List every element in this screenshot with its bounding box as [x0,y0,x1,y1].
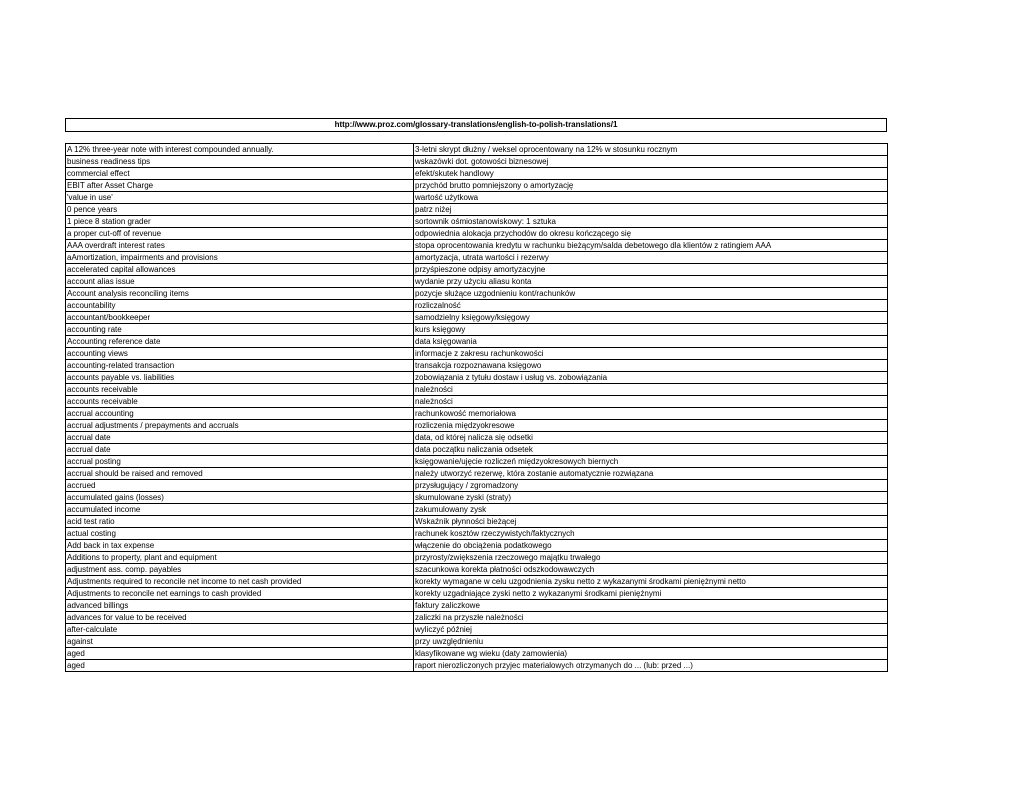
polish-translation-cell[interactable]: odpowiednia alokacja przychodów do okresu kończącego się [414,228,888,240]
english-term-cell[interactable]: commercial effect [66,168,414,180]
english-term-cell[interactable]: aged [66,648,414,660]
english-term-cell[interactable]: accrual accounting [66,408,414,420]
table-row [66,204,888,216]
table-row [66,396,888,408]
english-term-cell[interactable]: accrual date [66,444,414,456]
english-term-cell[interactable]: Adjustments required to reconcile net income to net cash provided [66,576,414,588]
english-term-cell[interactable]: aAmortization, impairments and provisions [66,252,414,264]
polish-translation-cell[interactable]: 3-letni skrypt dłużny / weksel oprocentowany na 12% w stosunku rocznym [414,144,888,156]
english-term-cell[interactable]: accounts receivable [66,384,414,396]
polish-translation-cell[interactable]: sortownik ośmiostanowiskowy: 1 sztuka [414,216,888,228]
table-row [66,252,888,264]
table-row [66,276,888,288]
english-term-cell[interactable]: accumulated income [66,504,414,516]
table-row [66,540,888,552]
english-term-cell[interactable]: accounting rate [66,324,414,336]
english-term-cell[interactable]: accrual posting [66,456,414,468]
polish-translation-cell[interactable]: wyliczyć później [414,624,888,636]
polish-translation-cell[interactable]: klasyfikowane wg wieku (daty zamowienia) [414,648,888,660]
polish-translation-cell[interactable]: włączenie do obciążenia podatkowego [414,540,888,552]
polish-translation-cell[interactable]: należności [414,396,888,408]
english-term-cell[interactable]: against [66,636,414,648]
english-term-cell[interactable]: Accounting reference date [66,336,414,348]
polish-translation-cell[interactable]: przyrosty/zwiększenia rzeczowego majątku trwałego [414,552,888,564]
english-term-cell[interactable]: accounts payable vs. liabilities [66,372,414,384]
table-row [66,240,888,252]
polish-translation-cell[interactable]: informacje z zakresu rachunkowości [414,348,888,360]
polish-translation-cell[interactable]: rachunek kosztów rzeczywistych/faktycznych [414,528,888,540]
polish-translation-cell[interactable]: samodzielny księgowy/księgowy [414,312,888,324]
table-row [66,192,888,204]
table-row [66,492,888,504]
english-term-cell[interactable]: accountant/bookkeeper [66,312,414,324]
polish-translation-cell[interactable]: raport nierozliczonych przyjec materialowych otrzymanych do ... (lub: przed ...) [414,660,888,672]
source-url-header: http://www.proz.com/glossary-translations/english-to-polish-translations/1 [65,118,887,132]
table-row [66,660,888,672]
english-term-cell[interactable]: accelerated capital allowances [66,264,414,276]
polish-translation-cell[interactable]: rachunkowość memoriałowa [414,408,888,420]
english-term-cell[interactable]: 'value in use' [66,192,414,204]
table-row [66,528,888,540]
spreadsheet-page [65,118,887,672]
english-term-cell[interactable]: Adjustments to reconcile net earnings to cash provided [66,588,414,600]
english-term-cell[interactable]: business readiness tips [66,156,414,168]
table-row [66,456,888,468]
english-term-cell[interactable]: accrual should be raised and removed [66,468,414,480]
table-row [66,372,888,384]
table-row [66,444,888,456]
glossary-table [65,143,888,672]
table-row [66,576,888,588]
polish-translation-cell[interactable]: należności [414,384,888,396]
table-row [66,384,888,396]
polish-translation-cell[interactable]: Wskaźnik płynności bieżącej [414,516,888,528]
english-term-cell[interactable]: a proper cut-off of revenue [66,228,414,240]
english-term-cell[interactable]: A 12% three-year note with interest compounded annually. [66,144,414,156]
polish-translation-cell[interactable]: skumulowane zyski (straty) [414,492,888,504]
english-term-cell[interactable]: advanced billings [66,600,414,612]
table-row [66,324,888,336]
polish-translation-cell[interactable]: przychód brutto pomniejszony o amortyzację [414,180,888,192]
english-term-cell[interactable]: EBIT after Asset Charge [66,180,414,192]
table-row [66,636,888,648]
table-row [66,300,888,312]
english-term-cell[interactable]: accrual adjustments / prepayments and accruals [66,420,414,432]
english-term-cell[interactable]: accounting-related transaction [66,360,414,372]
english-term-cell[interactable]: aged [66,660,414,672]
table-row [66,408,888,420]
table-row [66,564,888,576]
english-term-cell[interactable]: Account analysis reconciling items [66,288,414,300]
polish-translation-cell[interactable]: szacunkowa korekta płatności odszkodowawczych [414,564,888,576]
polish-translation-cell[interactable]: data, od której nalicza się odsetki [414,432,888,444]
blank-row [65,132,887,143]
table-row [66,648,888,660]
polish-translation-cell[interactable]: zaliczki na przyszłe należności [414,612,888,624]
polish-translation-cell[interactable]: księgowanie/ujęcie rozliczeń międzyokresowych biernych [414,456,888,468]
polish-translation-cell[interactable]: korekty wymagane w celu uzgodnienia zysku netto z wykazanymi środkami pieniężnymi netto [414,576,888,588]
table-row [66,588,888,600]
polish-translation-cell[interactable]: wskazówki dot. gotowości biznesowej [414,156,888,168]
polish-translation-cell[interactable]: data początku naliczania odsetek [414,444,888,456]
english-term-cell[interactable]: AAA overdraft interest rates [66,240,414,252]
table-row [66,516,888,528]
table-row [66,504,888,516]
table-row [66,420,888,432]
table-row [66,264,888,276]
polish-translation-cell[interactable]: rozliczalność [414,300,888,312]
polish-translation-cell[interactable]: pozycje służące uzgodnieniu kont/rachunków [414,288,888,300]
english-term-cell[interactable]: accrual date [66,432,414,444]
table-row [66,216,888,228]
english-term-cell[interactable]: adjustment ass. comp. payables [66,564,414,576]
table-row [66,348,888,360]
english-term-cell[interactable]: Additions to property, plant and equipment [66,552,414,564]
polish-translation-cell[interactable]: patrz niżej [414,204,888,216]
table-row [66,144,888,156]
table-row [66,360,888,372]
table-row [66,480,888,492]
english-term-cell[interactable]: accrued [66,480,414,492]
english-term-cell[interactable]: actual costing [66,528,414,540]
polish-translation-cell[interactable]: korekty uzgadniające zyski netto z wykazanymi środkami pieniężnymi [414,588,888,600]
polish-translation-cell[interactable]: transakcja rozpoznawana księgowo [414,360,888,372]
table-row [66,336,888,348]
english-term-cell[interactable]: account alias issue [66,276,414,288]
english-term-cell[interactable]: accounting views [66,348,414,360]
english-term-cell[interactable]: accounts receivable [66,396,414,408]
table-row [66,624,888,636]
english-term-cell[interactable]: 1 piece 8 station grader [66,216,414,228]
english-term-cell[interactable]: accountability [66,300,414,312]
table-row [66,156,888,168]
table-row [66,288,888,300]
table-row [66,552,888,564]
polish-translation-cell[interactable]: zobowiązania z tytułu dostaw i usług vs. zobowiązania [414,372,888,384]
table-row [66,432,888,444]
polish-translation-cell[interactable]: stopa oprocentowania kredytu w rachunku bieżącym/salda debetowego dla klientów z ratingiem AAA [414,240,888,252]
table-row [66,468,888,480]
english-term-cell[interactable]: 0 pence years [66,204,414,216]
table-row [66,612,888,624]
english-term-cell[interactable]: advances for value to be received [66,612,414,624]
table-row [66,600,888,612]
english-term-cell[interactable]: accumulated gains (losses) [66,492,414,504]
polish-translation-cell[interactable]: należy utworzyć rezerwę, która zostanie automatycznie rozwiązana [414,468,888,480]
table-row [66,168,888,180]
polish-translation-cell[interactable]: data księgowania [414,336,888,348]
polish-translation-cell[interactable]: rozliczenia międzyokresowe [414,420,888,432]
polish-translation-cell[interactable]: faktury zaliczkowe [414,600,888,612]
english-term-cell[interactable]: Add back in tax expense [66,540,414,552]
glossary-table-body [66,144,888,672]
polish-translation-cell[interactable]: przysługujący / zgromadzony [414,480,888,492]
english-term-cell[interactable]: after-calculate [66,624,414,636]
table-row [66,312,888,324]
polish-translation-cell[interactable]: wydanie przy użyciu aliasu konta [414,276,888,288]
table-row [66,180,888,192]
english-term-cell[interactable]: acid test ratio [66,516,414,528]
polish-translation-cell[interactable]: przy uwzględnieniu [414,636,888,648]
table-row [66,228,888,240]
polish-translation-cell[interactable]: wartość użytkowa [414,192,888,204]
polish-translation-cell[interactable]: przyśpieszone odpisy amortyzacyjne [414,264,888,276]
polish-translation-cell[interactable]: kurs księgowy [414,324,888,336]
polish-translation-cell[interactable]: amortyzacja, utrata wartości i rezerwy [414,252,888,264]
polish-translation-cell[interactable]: zakumulowany zysk [414,504,888,516]
polish-translation-cell[interactable]: efekt/skutek handlowy [414,168,888,180]
